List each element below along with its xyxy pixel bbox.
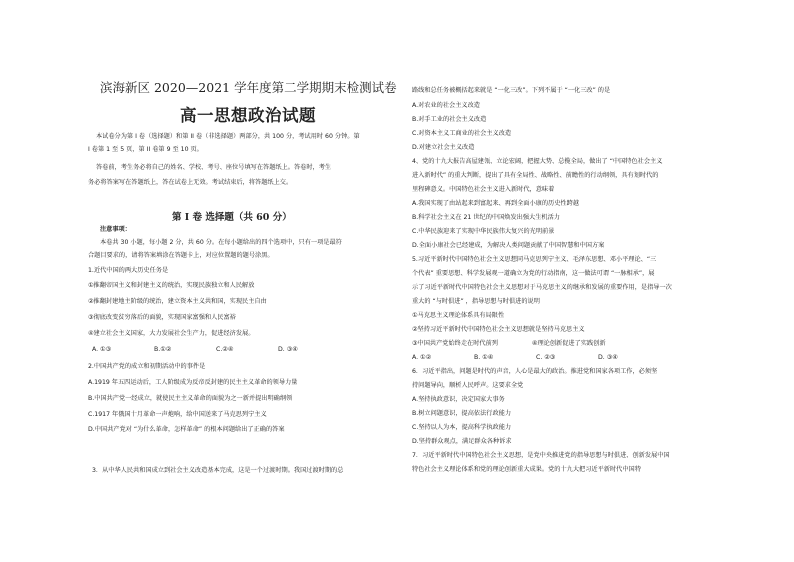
q4-stem-3: 里程碑意义。中国特色社会主义进入新时代，意味着 bbox=[412, 186, 555, 193]
q1-option-d: D. ③④ bbox=[278, 346, 298, 353]
q1-option-c: C.②④ bbox=[216, 346, 234, 353]
q7-stem-1: 7．习近平新时代中国特色社会主义思想，是党中央推进党的指导思想与时俱进、创新发展中国 bbox=[412, 452, 670, 459]
q3-option-d: D.对建立社会主义改造 bbox=[412, 144, 475, 151]
q5-item-1: ①马克思主义理论体系具有局限性 bbox=[412, 312, 505, 319]
intro-line-4: 务必将答案写在答题纸上，答在试卷上无效。考试结束后，将答题纸上交。 bbox=[88, 179, 293, 186]
q5-stem-2: 个代表” 重要思想、科学发展观一道确立为党的行动指南，这一做法可谓 “一脉相承”，展 bbox=[412, 270, 655, 277]
q4-option-a: A.我国实现了由站起来到富起来、再到全面小康的历史性跨越 bbox=[412, 200, 579, 207]
q4-stem-1: 4、党的十九大报告高屋建瓴、立论宏阔，把握大势、总揽全局，做出了 “中国特色社会主义 bbox=[412, 158, 663, 165]
notice-line-2: 合题目要求的，请将答案填涂在答题卡上，对应位置题的题号涂黑。 bbox=[88, 252, 274, 259]
section-title: 第 I 卷 选择题（共 60 分） bbox=[172, 212, 292, 223]
q1-item-4: ④建立社会主义国家，大力发展社会生产力，促进经济发展。 bbox=[88, 330, 255, 337]
q1-item-3: ③彻底改变贫穷落后的面貌，实现国家富强和人民富裕 bbox=[88, 314, 236, 321]
q3-option-a: A.对农业的社会主义改造 bbox=[412, 102, 480, 109]
q5-option-d: D. ③④ bbox=[598, 354, 618, 361]
q1-item-2: ②推翻封建地主阶级的统治，建立资本主义共和国，实现民主自由 bbox=[88, 298, 267, 305]
q3-option-c: C.对资本主义工商业的社会主义改造 bbox=[412, 130, 512, 137]
notice-label: 注意事项： bbox=[100, 226, 131, 233]
q1-stem: 1.近代中国的两大历史任务是 bbox=[88, 267, 169, 274]
q4-option-d: D.全面小康社会已经建成，为解决人类问题贡献了中国智慧和中国方案 bbox=[412, 242, 605, 249]
intro-line-3: 答卷前，考生务必将自己的姓名、学校、考号、座位号填写在答题纸上。答卷时，考生 bbox=[96, 164, 332, 171]
q2-option-a: A.1919 年五四运动后，工人阶级成为反帝反封建的民主主义革命的领导力量 bbox=[88, 379, 298, 386]
q6-option-c: C.坚持以人为本，提高科学执政能力 bbox=[412, 424, 512, 431]
q6-stem-2: 持问题导向，顺析人民呼声。这要求全党 bbox=[412, 382, 524, 389]
intro-line-2: I 卷第 1 至 5 页，第 II 卷第 9 至 10 页。 bbox=[88, 146, 203, 153]
q5-option-a: A. ①② bbox=[412, 354, 432, 361]
q5-item-2: ②坚持习近平新时代中国特色社会主义思想就是坚持马克思主义 bbox=[412, 326, 585, 333]
q6-option-d: D.坚持群众观点，满足群众各种诉求 bbox=[412, 438, 512, 445]
q5-stem-3: 示了习近平新时代中国特色社会主义思想对于马克思主义的继承和发展的重要作用，是指导一次 bbox=[412, 284, 672, 291]
notice-line-1: 本卷共 30 小题，每小题 2 分，共 60 分。在每小题给出的四个选项中，只有一项是最符 bbox=[100, 239, 342, 246]
q1-item-1: ①推翻帝国主义和封建主义的统治，实现民族独立和人民解放 bbox=[88, 282, 255, 289]
exam-title: 滨海新区 2020—2021 学年度第二学期期末检测试卷 bbox=[100, 80, 397, 95]
q5-item-4: ④理论创新促进了实践创新 bbox=[531, 340, 606, 347]
intro-line-1: 本试卷分为第 I 卷（选择题）和第 II 卷（非选择题）两部分，共 100 分，考试用时 60 分钟。第 bbox=[96, 133, 360, 140]
q7-stem-2: 特色社会主义理论体系和党的理论创新重大成果。党的十九大把习近平新时代中国特 bbox=[412, 466, 641, 473]
exam-subject: 高一思想政治试题 bbox=[180, 106, 316, 125]
q5-stem-4: 重大的 “与时俱进” ，指导思想与时俱进的说明 bbox=[412, 298, 540, 305]
q1-option-b: B.①② bbox=[154, 346, 172, 353]
q5-stem-1: 5.习近平新时代中国特色社会主义思想同马克思列宁主义、毛泽东思想、邓小平理论、“三 bbox=[412, 256, 657, 263]
q5-item-row bbox=[412, 339, 606, 348]
q6-stem-1: 6．习近平指出，问题是时代的声音，人心是最大的政治。推进党和国家各项工作，必须坚 bbox=[412, 368, 658, 375]
q3-stem-start: 3．从中华人民共和国成立到社会主义改造基本完成，这是一个过渡时期。我国过渡时期的总 bbox=[92, 467, 344, 474]
q1-options bbox=[92, 345, 340, 354]
q5-options bbox=[412, 353, 660, 362]
q5-option-c: C. ②③ bbox=[536, 354, 556, 361]
q3-stem-cont: 路线和总任务被概括起来就是 “一化三改”。下列不属于 “一化三改” 的是 bbox=[412, 87, 611, 94]
q5-option-b: B. ①④ bbox=[474, 354, 494, 361]
q4-option-c: C.中华民族迎来了实现中华民族伟大复兴的光明前景 bbox=[412, 228, 555, 235]
q5-item-3: ③中国共产党始终走在时代前列 bbox=[412, 340, 498, 347]
q2-option-b: B.中国共产党一经成立，就使民主主义革命的面貌为之一新并提出明确纲领 bbox=[88, 395, 293, 402]
q2-stem: 2.中国共产党的成立和初期活动中的事件是 bbox=[88, 363, 206, 370]
q2-option-c: C.1917 年俄国十月革命一声炮响，给中国送来了马克思列宁主义 bbox=[88, 411, 267, 418]
q1-option-a: A. ①③ bbox=[92, 346, 112, 353]
q4-option-b: B.科学社会主义在 21 世纪的中国焕发出强大生机活力 bbox=[412, 214, 560, 221]
q6-option-b: B.树立问题意识，提高依法行政能力 bbox=[412, 410, 512, 417]
q4-stem-2: 进入新时代” 的重大判断，提出了具有全局性、战略性、前瞻性的行动纲领，具有划时代的 bbox=[412, 172, 659, 179]
q2-option-d: D.中国共产党对 “为什么革命，怎样革命” 的根本问题给出了正确的答案 bbox=[88, 426, 285, 433]
q3-option-b: B.对手工业的社会主义改造 bbox=[412, 116, 487, 123]
q6-option-a: A.坚持执政意识，决定国家大事务 bbox=[412, 396, 505, 403]
